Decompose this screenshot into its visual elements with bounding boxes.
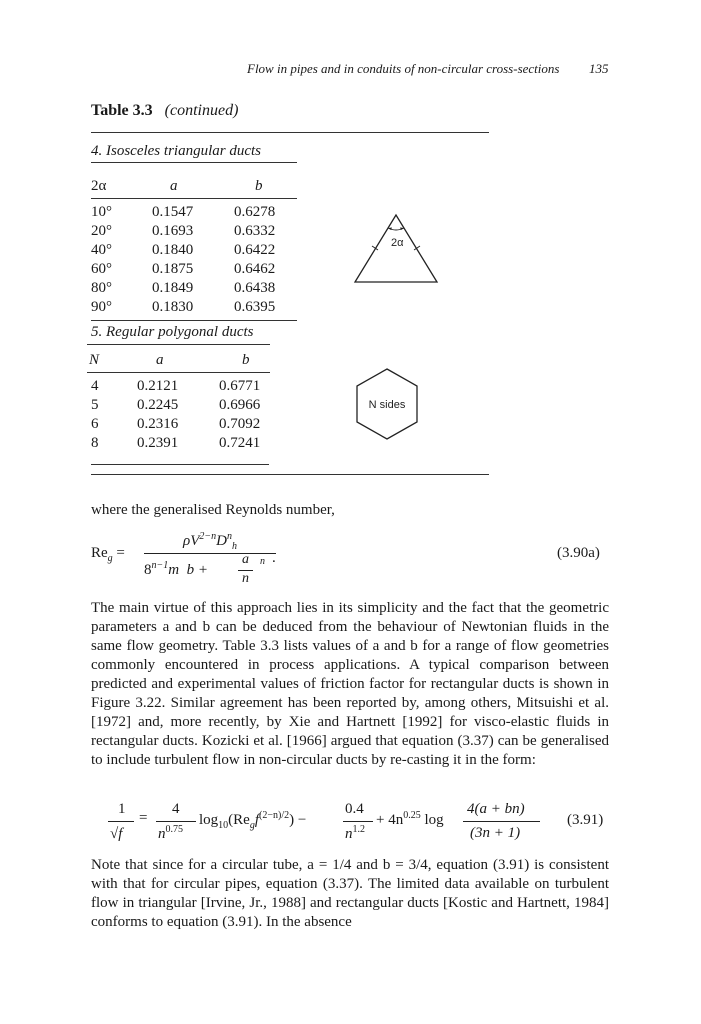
table-cell: 0.2316 bbox=[137, 416, 179, 432]
table-cell: 0.1840 bbox=[152, 242, 194, 258]
section5-header-n: N bbox=[89, 352, 100, 368]
table-cell: 6 bbox=[91, 416, 99, 432]
table-cell: 10° bbox=[91, 204, 112, 220]
section4-col-b bbox=[234, 203, 275, 317]
table-end-rule-short bbox=[91, 464, 269, 465]
eq390a-inner-num: a bbox=[242, 552, 249, 567]
eq391-log10-term: $\log_{10}(Re_gf^{(2-n)/2})$ − bbox=[199, 810, 307, 831]
eq391-f2-den: $n^{0.75}$ bbox=[158, 824, 183, 842]
table-cell: 0.6332 bbox=[234, 223, 276, 239]
eq391-f2-num: 4 bbox=[172, 801, 180, 817]
table-cell: 40° bbox=[91, 242, 112, 258]
section4-col-a bbox=[152, 203, 193, 317]
section4-title-rule bbox=[91, 162, 297, 163]
table-bottom-rule bbox=[91, 474, 489, 475]
table-cell: 0.6278 bbox=[234, 204, 276, 220]
eq391-plus-term: + $4n^{0.25}$ log bbox=[376, 810, 444, 828]
table-cell: 0.1849 bbox=[152, 280, 194, 296]
eq391-f1-bar bbox=[108, 821, 134, 822]
table-cell: 5 bbox=[91, 397, 99, 413]
section4-title: 4. Isosceles triangular ducts bbox=[91, 143, 261, 159]
table-cell: 90° bbox=[91, 299, 112, 315]
table-cell: 0.2121 bbox=[137, 378, 179, 394]
section5-col-b bbox=[219, 377, 260, 453]
table-cell: 0.1693 bbox=[152, 223, 194, 239]
eq391-f1-num: 1 bbox=[118, 801, 126, 817]
table-cell: 0.7241 bbox=[219, 435, 261, 451]
paragraph-2: Note that since for a circular tube, a = 1/4 and b = 3/4, equation (3.91) is consistent with that for circular pipes, equation (3.37). The limited data available on turbulent flow in triangular [Irvine, Jr., 1988] and rectangular ducts [Kostic and Hartnett, 1984] conforms to equation (3.91). In the absence bbox=[91, 857, 609, 930]
section4-header-a: a bbox=[170, 178, 178, 194]
table-cell: 8 bbox=[91, 435, 99, 451]
eq390a-number: (3.90a) bbox=[557, 545, 600, 561]
eq390a-inner-den: n bbox=[242, 571, 249, 586]
section4-header-b: b bbox=[255, 178, 263, 194]
triangle-diagram bbox=[350, 210, 442, 286]
section5-title: 5. Regular polygonal ducts bbox=[91, 324, 254, 340]
eq391-f2-bar bbox=[156, 821, 196, 822]
page-number: 135 bbox=[589, 61, 609, 76]
eq391-f3-bar bbox=[343, 821, 373, 822]
running-header: Flow in pipes and in conduits of non-circular cross-sections bbox=[247, 61, 560, 76]
table-cell: 0.2391 bbox=[137, 435, 179, 451]
table-title bbox=[91, 102, 238, 120]
intro-text: where the generalised Reynolds number, bbox=[91, 502, 335, 518]
hexagon-label: N sides bbox=[368, 399, 406, 411]
eq391-f3-num: 0.4 bbox=[345, 801, 364, 817]
table-cell: 60° bbox=[91, 261, 112, 277]
eq390a-fraction-bar bbox=[144, 553, 276, 554]
table-cell: 80° bbox=[91, 280, 112, 296]
eq391-number: (3.91) bbox=[567, 812, 604, 828]
eq390a-outer-exp: n bbox=[260, 556, 265, 567]
eq391-f4-bar bbox=[463, 821, 540, 822]
table-cell: 0.6395 bbox=[234, 299, 276, 315]
table-cell: 0.6438 bbox=[234, 280, 276, 296]
table-cell: 0.6462 bbox=[234, 261, 276, 277]
section5-title-rule bbox=[87, 344, 270, 345]
eq391-f1-den: √f bbox=[110, 826, 123, 842]
eq390a-denominator: $8^{n-1}m$ b + bbox=[144, 560, 208, 578]
section5-header-a: a bbox=[156, 352, 164, 368]
eq391-f3-den: $n^{1.2}$ bbox=[345, 824, 365, 842]
table-cell: 4 bbox=[91, 378, 99, 394]
section4-header-rule bbox=[91, 198, 297, 199]
hexagon-diagram bbox=[355, 367, 419, 441]
table-continued: (continued) bbox=[164, 102, 239, 119]
table-cell: 0.1875 bbox=[152, 261, 194, 277]
section4-col-angle bbox=[91, 203, 112, 317]
eq391-f4-den: (3n + 1) bbox=[470, 825, 521, 841]
eq391-f4-num: 4(a + bn) bbox=[467, 801, 525, 817]
section4-header-angle: 2α bbox=[91, 178, 107, 194]
table-cell: 0.6966 bbox=[219, 397, 261, 413]
table-cell: 0.2245 bbox=[137, 397, 179, 413]
eq391-equals: = bbox=[139, 810, 148, 826]
table-top-rule bbox=[91, 132, 489, 133]
eq390a-period: . bbox=[272, 550, 276, 566]
section5-top-rule bbox=[91, 320, 297, 321]
paragraph-1: The main virtue of this approach lies in its simplicity and the fact that the geometric parameters a and b can be deduced from the behaviour of Newtonian fluids in the same flow geometry. Table 3.3 lists values of a and b for a range of flow geometries commonly encountered in process applications. A typical comparison between predicted and experimental values of friction factor for rectangular ducts is shown in Figure 3.22. Similar agreement has been reported by, among others, Mitsuishi et al. [1972] and, more recently, by Xie and Hartnett [1992] for visco-elastic fluids in rectangular ducts. Kozicki et al. [1966] argued that equation (3.37) can be generalised to include turbulent flow in non-circular ducts by re-casting it in the form: bbox=[91, 600, 609, 768]
section5-col-n bbox=[91, 377, 99, 453]
section5-header-rule bbox=[87, 372, 270, 373]
section5-col-a bbox=[137, 377, 178, 453]
eq390a-numerator: $\rho V^{2-n}D^n_h$ bbox=[183, 531, 237, 552]
table-cell: 0.1830 bbox=[152, 299, 194, 315]
triangle-angle-label: 2α bbox=[391, 237, 404, 249]
eq390a-lhs: $Re_g$ = bbox=[91, 545, 125, 564]
table-cell: 0.1547 bbox=[152, 204, 194, 220]
section5-header-b: b bbox=[242, 352, 250, 368]
table-cell: 20° bbox=[91, 223, 112, 239]
table-cell: 0.7092 bbox=[219, 416, 261, 432]
table-label: Table 3.3 bbox=[91, 102, 153, 119]
table-cell: 0.6422 bbox=[234, 242, 276, 258]
table-cell: 0.6771 bbox=[219, 378, 261, 394]
